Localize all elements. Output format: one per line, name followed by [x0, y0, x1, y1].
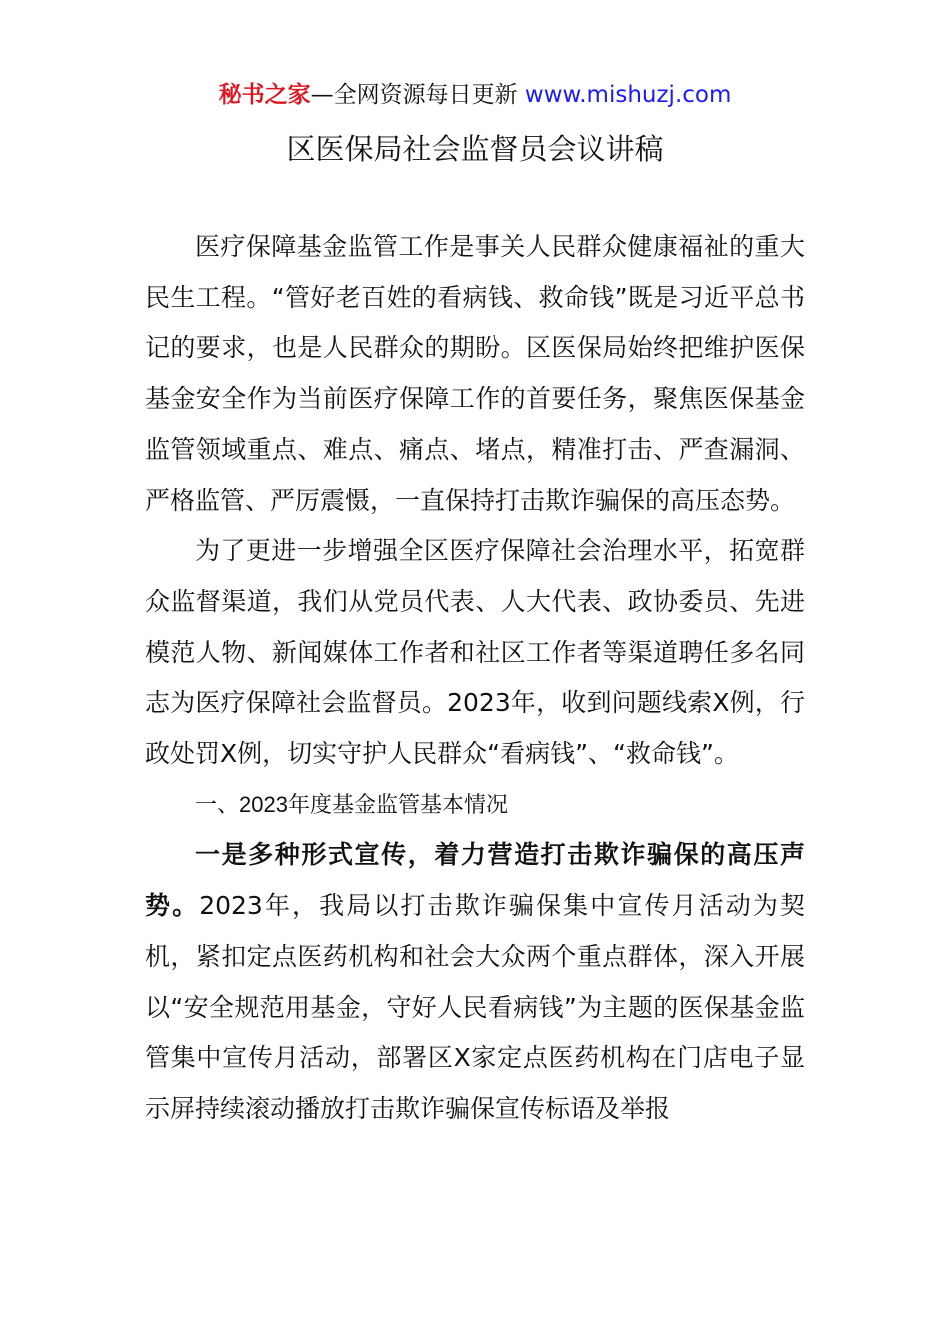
paragraph-publicity-text: 2023年，我局以打击欺诈骗保集中宣传月活动为契机，紧扣定点医药机构和社会大众两个重点群体，深入开展以“安全规范用基金，守好人民看病钱”为主题的医保基金监管集中宣传月活动，部署区X家定点医药机构在门店电子显示屏持续滚动播放打击欺诈骗保宣传标语及举报 — [145, 891, 805, 1123]
paragraph-lead-bold: 一是多种形式宣传，着力营造打击欺诈骗保的高压声势。 — [145, 840, 805, 921]
brand-name: 秘书之家 — [218, 82, 311, 108]
section-heading: 一、2023年度基金监管基本情况 — [195, 791, 508, 817]
document-body — [145, 222, 805, 1135]
site-header — [0, 78, 950, 112]
site-url-link[interactable]: www.mishuzj.com — [524, 82, 732, 108]
document-title: 区医保局社会监督员会议讲稿 — [286, 132, 664, 166]
paragraph-intro: 医疗保障基金监管工作是事关人民群众健康福祉的重大民生工程。“管好老百姓的看病钱、救命钱”既是习近平总书记的要求，也是人民群众的期盼。区医保局始终把维护医保基金安全作为当前医疗保障工作的首要任务，聚焦医保基金监管领域重点、难点、痛点、堵点，精准打击、严查漏洞、严格监管、严厉震慑，一直保持打击欺诈骗保的高压态势。 — [145, 232, 805, 515]
paragraph-supervision: 为了更进一步增强全区医疗保障社会治理水平，拓宽群众监督渠道，我们从党员代表、人大代表、政协委员、先进模范人物、新闻媒体工作者和社区工作者等渠道聘任多名同志为医疗保障社会监督员。2023年，收到问题线索X例，行政处罚X例，切实守护人民群众“看病钱”、“救命钱”。 — [145, 536, 805, 769]
paragraph-publicity — [145, 830, 805, 1134]
site-tagline: —全网资源每日更新 — [310, 82, 525, 108]
